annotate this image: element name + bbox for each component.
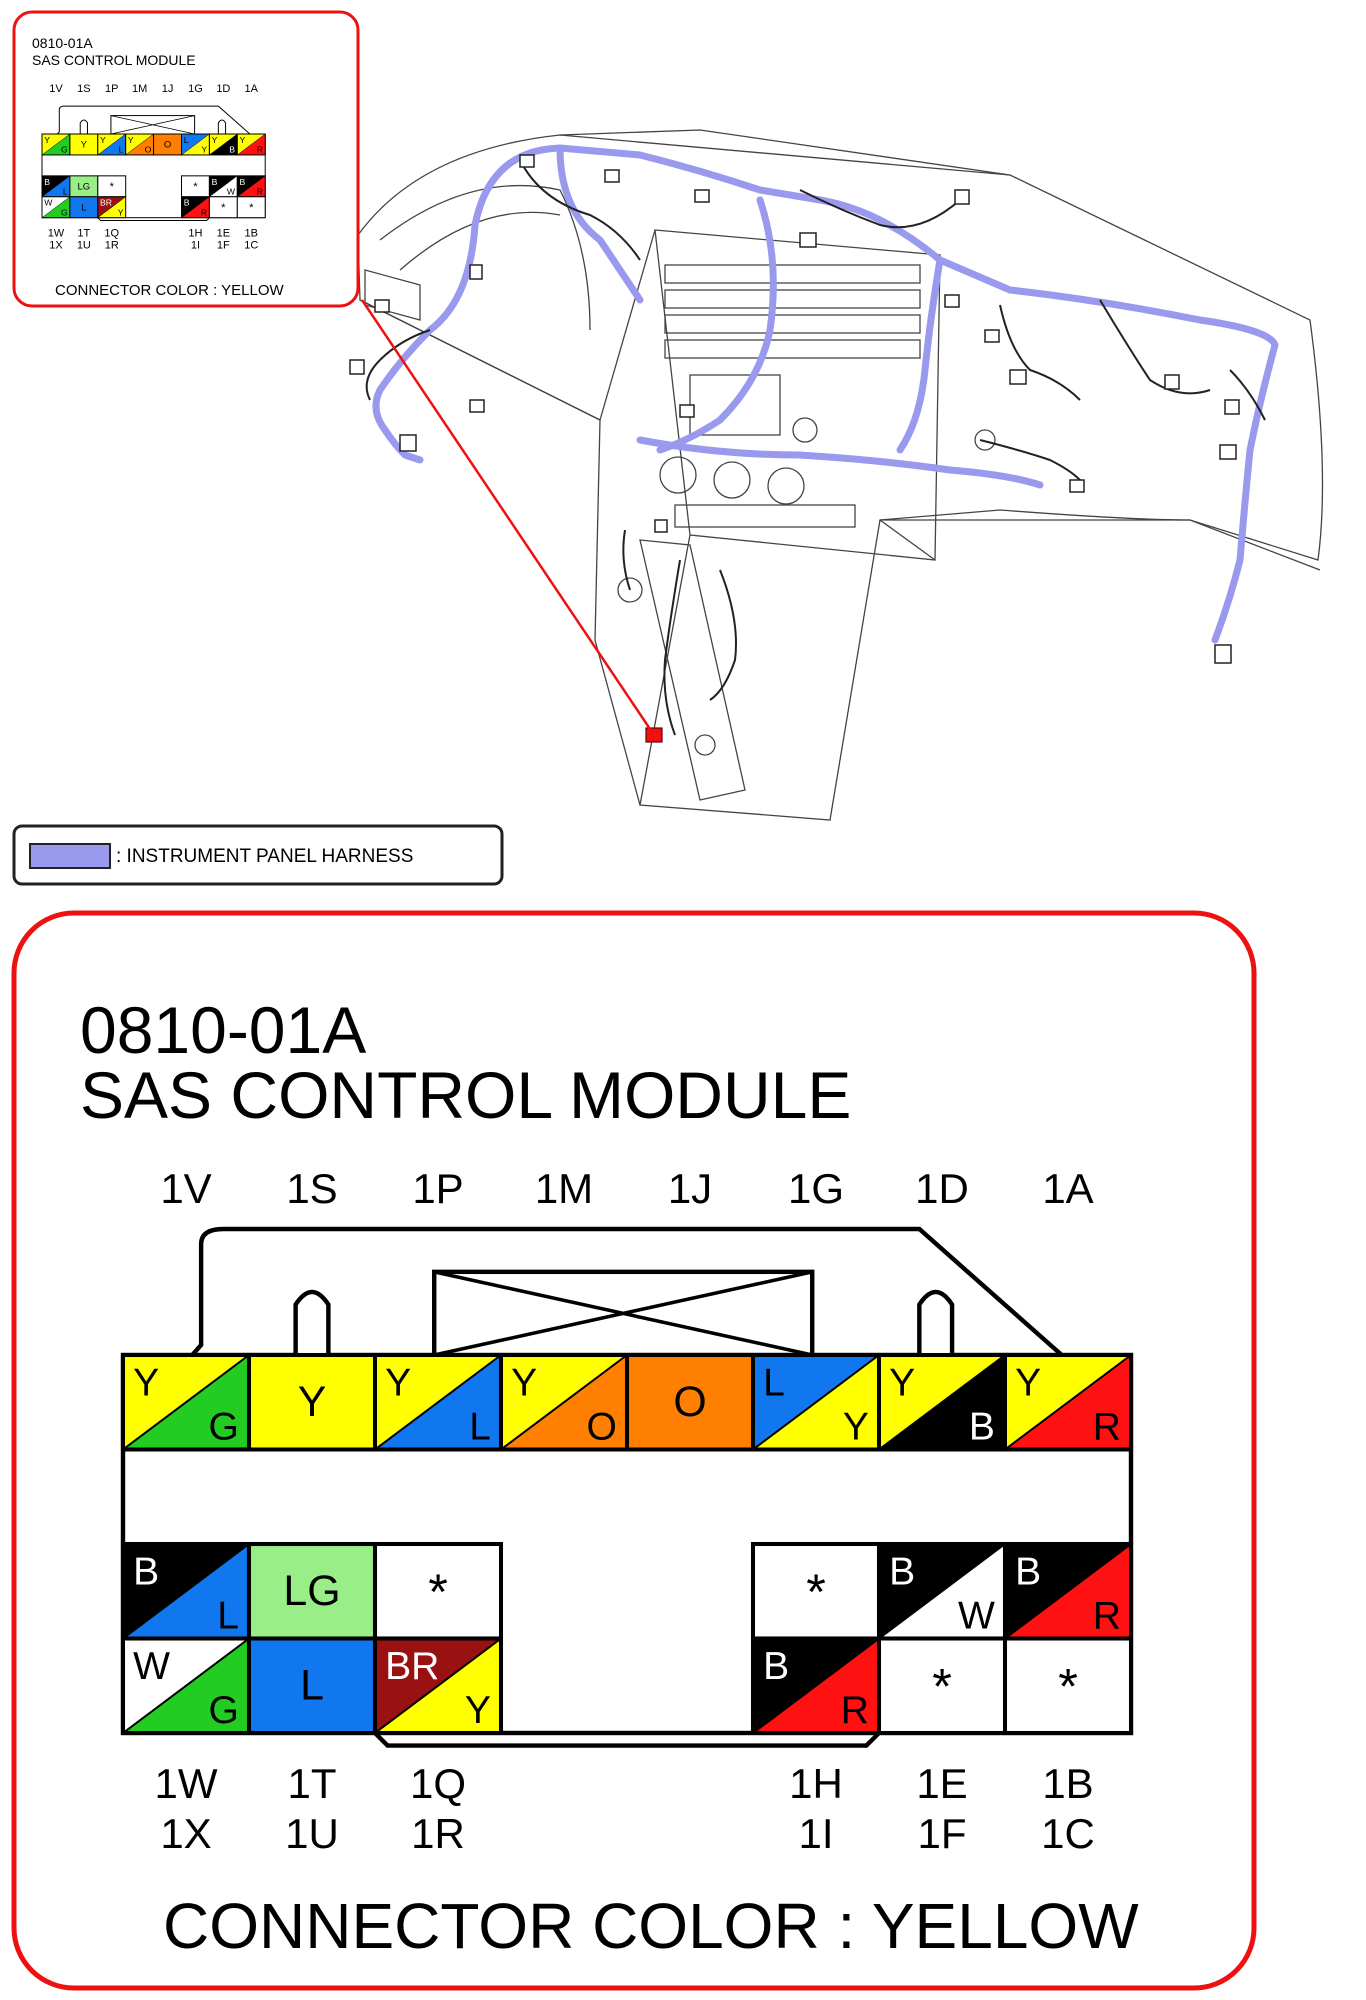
small-guide-pin-1	[80, 120, 87, 134]
connector-7	[1010, 370, 1026, 384]
harness-connectors	[350, 155, 1239, 663]
connector-6	[985, 330, 999, 342]
small-pin-left-r2-c2-color-code: L	[81, 202, 87, 214]
connector-4	[800, 233, 816, 247]
large-pin-right-r2-c2	[879, 1639, 1005, 1734]
small-pin-left-r2-c1-stripe-code: G	[60, 207, 68, 218]
large-pin-left-r2-c3	[375, 1639, 501, 1734]
large-pin-label-1f: 1F	[917, 1810, 967, 1857]
wire-7	[710, 570, 736, 700]
legend-swatch	[30, 844, 110, 868]
small-pin-left-r2-c1-primary-code: W	[44, 197, 53, 208]
small-pin-left-r1-c2-color-code: LG	[77, 181, 91, 193]
small-pin-left-r2-c2	[70, 197, 98, 218]
large-pin-top-8-stripe-code: R	[1092, 1405, 1121, 1449]
instrument-panel-harness	[376, 148, 1275, 640]
large-pin-top-2-color-code: Y	[297, 1378, 327, 1427]
small-name: SAS CONTROL MODULE	[32, 52, 196, 68]
small-pin-label-1x: 1X	[49, 239, 63, 252]
connector-5	[955, 190, 969, 204]
glovebox-line	[880, 520, 1320, 570]
center-stack-front	[600, 230, 935, 805]
small-pin-label-1h: 1H	[188, 227, 203, 240]
small-pin-label-1b: 1B	[244, 227, 258, 240]
small-pin-right-r1-c3-stripe-code: R	[256, 186, 263, 197]
large-pin-top-1-stripe-code: G	[208, 1405, 239, 1449]
small-pin-right-r1-c3-primary-code: B	[239, 176, 246, 187]
hvac-knob-2	[714, 462, 750, 498]
small-pin-top-6-primary-code: L	[183, 134, 189, 145]
large-pin-left-r1-c1-primary-code: B	[133, 1550, 160, 1594]
small-pin-top-7-stripe-code: B	[229, 144, 236, 155]
small-pin-label-1t: 1T	[77, 227, 91, 240]
small-pin-right-r1-c1	[182, 176, 210, 197]
large-pin-top-6-stripe-code: Y	[842, 1405, 869, 1449]
small-pin-top-8-stripe-code: R	[256, 144, 263, 155]
connector-19	[945, 295, 959, 307]
small-pin-left-r2-c3	[98, 197, 126, 218]
clip-c	[975, 430, 995, 450]
large-pin-top-3-primary-code: Y	[385, 1361, 412, 1405]
small-pin-top-7	[209, 134, 237, 155]
large-pin-label-1m: 1M	[534, 1165, 594, 1212]
small-pin-label-1w: 1W	[47, 227, 65, 240]
small-pin-left-r1-c1	[42, 176, 70, 197]
large-pin-top-5	[627, 1355, 753, 1450]
gauge-hood	[380, 186, 590, 330]
large-pin-right-r1-c3	[1005, 1544, 1131, 1639]
small-pin-right-r2-c1	[182, 197, 210, 218]
small-pin-label-1q: 1Q	[104, 227, 120, 240]
large-pin-top-3	[375, 1355, 501, 1450]
vent-slot-2	[665, 290, 920, 308]
large-code: 0810-01A	[80, 993, 367, 1067]
small-code: 0810-01A	[32, 35, 93, 51]
large-pin-left-r2-c1-primary-code: W	[133, 1644, 170, 1688]
large-pin-left-r1-c1	[123, 1544, 249, 1639]
large-pin-right-r1-c2-primary-code: B	[889, 1550, 916, 1594]
large-guide-pin-2	[919, 1292, 952, 1355]
large-pin-left-r2-c2	[249, 1639, 375, 1734]
large-pin-label-1a: 1A	[1042, 1165, 1094, 1212]
small-pin-right-r2-c1-primary-code: B	[183, 197, 190, 208]
large-pin-left-r1-c1-stripe-code: L	[217, 1594, 239, 1638]
large-pin-label-1r: 1R	[411, 1810, 465, 1857]
large-pin-top-8	[1005, 1355, 1131, 1450]
sas-connector-location	[646, 728, 662, 742]
large-pin-top-2	[249, 1355, 375, 1450]
large-pin-top-6-primary-code: L	[763, 1361, 785, 1405]
small-pin-top-4-primary-code: Y	[127, 134, 134, 145]
small-pin-label-1u: 1U	[76, 239, 91, 252]
connector-8	[1165, 375, 1179, 389]
small-pin-left-r2-c1	[42, 197, 70, 218]
large-pin-top-7-primary-code: Y	[889, 1361, 916, 1405]
large-connector-view	[14, 913, 1254, 1988]
large-pin-right-r1-c3-stripe-code: R	[1092, 1594, 1121, 1638]
small-pin-label-1c: 1C	[244, 239, 259, 252]
large-pin-right-r2-c3-empty-mark: *	[1058, 1657, 1078, 1715]
hvac-knob-4	[793, 418, 817, 442]
console-knob	[695, 735, 715, 755]
small-pin-right-r1-c2	[209, 176, 237, 197]
large-pin-right-r1-c1-empty-mark: *	[806, 1562, 826, 1620]
instrument-panel-illustration	[358, 130, 1323, 820]
small-pin-top-5	[154, 134, 182, 155]
large-pin-left-r1-c3-empty-mark: *	[428, 1562, 448, 1620]
large-pin-top-4-stripe-code: O	[586, 1405, 617, 1449]
large-pin-top-6	[753, 1355, 879, 1450]
harness-center-branch	[560, 148, 640, 300]
vent-slot-1	[665, 265, 920, 283]
small-pin-label-1f: 1F	[216, 239, 230, 252]
small-pin-left-r1-c2	[70, 176, 98, 197]
small-pin-top-3-stripe-code: L	[118, 144, 124, 155]
large-pin-right-r2-c2-empty-mark: *	[932, 1657, 952, 1715]
large-pin-top-7-stripe-code: B	[968, 1405, 995, 1449]
small-pin-top-6	[182, 134, 210, 155]
small-pin-label-1e: 1E	[216, 227, 231, 240]
small-pin-left-r1-c1-stripe-code: L	[62, 186, 68, 197]
large-pin-left-r1-c2-color-code: LG	[283, 1567, 341, 1616]
connector-15	[350, 360, 364, 374]
connector-9	[1225, 400, 1239, 414]
large-pin-left-r1-c3	[375, 1544, 501, 1639]
large-pin-label-1b: 1B	[1042, 1760, 1094, 1807]
dashboard-outline	[358, 135, 1323, 820]
large-pin-right-r1-c3-primary-code: B	[1015, 1550, 1042, 1594]
large-pin-label-1h: 1H	[789, 1760, 843, 1807]
large-pin-right-r2-c3	[1005, 1639, 1131, 1734]
small-pin-right-r2-c2-empty-mark: *	[221, 202, 226, 215]
small-pin-top-8	[237, 134, 265, 155]
large-pin-label-1j: 1J	[667, 1165, 713, 1212]
connector-13	[470, 265, 482, 279]
connector-10	[1220, 445, 1236, 459]
large-pin-left-r2-c3-primary-code: BR	[385, 1644, 440, 1688]
small-pin-label-1r: 1R	[104, 239, 119, 252]
leader-line	[362, 300, 652, 732]
large-pin-right-r1-c2	[879, 1544, 1005, 1639]
large-pin-top-3-stripe-code: L	[469, 1405, 491, 1449]
connector-2	[605, 170, 619, 182]
small-pin-right-r1-c1-empty-mark: *	[193, 181, 198, 194]
legend	[14, 826, 502, 884]
vent-slot-3	[665, 315, 920, 333]
connector-3	[695, 190, 709, 202]
large-pin-top-8-primary-code: Y	[1015, 1361, 1042, 1405]
large-pin-top-5-color-code: O	[673, 1378, 707, 1427]
small-pin-label-1j: 1J	[161, 83, 174, 95]
large-pin-label-1g: 1G	[787, 1165, 845, 1212]
small-pin-left-r1-c3-empty-mark: *	[109, 181, 114, 194]
small-pin-top-1-stripe-code: G	[60, 144, 68, 155]
large-pin-top-7	[879, 1355, 1005, 1450]
small-pin-top-6-stripe-code: Y	[201, 144, 208, 155]
small-pin-left-r2-c3-primary-code: BR	[100, 197, 113, 208]
center-stack	[655, 230, 940, 560]
large-pin-top-4	[501, 1355, 627, 1450]
vent-slot-4	[665, 340, 920, 358]
large-pin-label-1c: 1C	[1041, 1810, 1095, 1857]
large-pin-label-1d: 1D	[915, 1165, 969, 1212]
hvac-knob-3	[768, 468, 804, 504]
connector-12	[1070, 480, 1084, 492]
small-pin-top-3	[98, 134, 126, 155]
large-pin-left-r1-c2	[249, 1544, 375, 1639]
small-pin-right-r2-c2	[209, 197, 237, 218]
large-pin-top-1-primary-code: Y	[133, 1361, 160, 1405]
connector-14	[375, 300, 389, 312]
small-pin-top-4-stripe-code: O	[144, 144, 152, 155]
small-pin-label-1p: 1P	[105, 83, 119, 95]
large-pin-top-4-primary-code: Y	[511, 1361, 538, 1405]
small-pin-right-r1-c2-primary-code: B	[211, 176, 218, 187]
large-pin-left-r2-c1	[123, 1639, 249, 1734]
wire-4	[1000, 305, 1080, 400]
large-pin-label-1i: 1I	[798, 1810, 834, 1857]
large-pin-left-r2-c1-stripe-code: G	[208, 1688, 239, 1732]
steering-column	[365, 270, 420, 320]
small-pin-label-1g: 1G	[188, 83, 203, 95]
large-pin-label-1q: 1Q	[409, 1760, 467, 1807]
large-pin-right-r1-c1	[753, 1544, 879, 1639]
large-pin-right-r2-c1-primary-code: B	[763, 1644, 790, 1688]
small-pin-left-r2-c3-stripe-code: Y	[117, 207, 124, 218]
small-pin-right-r1-c2-stripe-code: W	[226, 186, 236, 197]
small-pin-top-3-primary-code: Y	[100, 134, 106, 145]
small-pin-label-1v: 1V	[49, 83, 63, 95]
large-guide-pin-1	[296, 1292, 329, 1355]
large-pin-label-1w: 1W	[154, 1760, 218, 1807]
wire-6	[664, 560, 680, 735]
small-pin-top-1	[42, 134, 70, 155]
small-pin-top-2	[70, 134, 98, 155]
large-pin-right-r2-c1-stripe-code: R	[840, 1688, 869, 1732]
console-outline	[640, 540, 745, 800]
small-connector-color: CONNECTOR COLOR : YELLOW	[55, 282, 284, 299]
small-pin-right-r2-c3-empty-mark: *	[249, 202, 254, 215]
small-pin-label-1a: 1A	[244, 83, 258, 95]
connector-20	[655, 520, 667, 532]
wire-9	[623, 530, 630, 590]
connector-18	[680, 405, 694, 417]
large-pin-top-1	[123, 1355, 249, 1450]
large-pin-label-1t: 1T	[287, 1760, 337, 1807]
small-connector-view	[14, 12, 358, 306]
connector-16	[400, 435, 416, 451]
legend-label: : INSTRUMENT PANEL HARNESS	[116, 846, 414, 867]
small-pin-top-2-color-code: Y	[80, 139, 88, 151]
large-pin-left-r2-c3-stripe-code: Y	[464, 1688, 491, 1732]
small-pin-label-1d: 1D	[216, 83, 231, 95]
small-pin-top-7-primary-code: Y	[211, 134, 218, 145]
large-pin-right-r1-c2-stripe-code: W	[958, 1594, 995, 1638]
hvac-knob-1	[660, 457, 696, 493]
small-pin-top-4	[126, 134, 154, 155]
large-pin-label-1e: 1E	[916, 1760, 968, 1807]
large-pin-label-1p: 1P	[412, 1165, 464, 1212]
small-pin-top-1-primary-code: Y	[44, 134, 50, 145]
small-pin-top-5-color-code: O	[163, 139, 172, 151]
small-pin-label-1s: 1S	[77, 83, 91, 95]
small-pin-right-r1-c3	[237, 176, 265, 197]
small-pin-right-r2-c1-stripe-code: R	[200, 207, 208, 218]
harness-left-branch	[376, 225, 475, 430]
large-pin-right-r2-c1	[753, 1639, 879, 1734]
gauge-hood-inner	[400, 212, 560, 270]
large-pin-label-1s: 1S	[286, 1165, 338, 1212]
large-connector-color: CONNECTOR COLOR : YELLOW	[163, 1890, 1139, 1962]
large-pin-left-r2-c2-color-code: L	[300, 1661, 324, 1710]
connector-17	[470, 400, 484, 412]
small-pin-label-1i: 1I	[190, 239, 201, 252]
connector-11	[1215, 645, 1231, 663]
small-pin-left-r1-c3	[98, 176, 126, 197]
large-name: SAS CONTROL MODULE	[80, 1058, 852, 1132]
connector-1	[520, 155, 534, 167]
small-pin-left-r1-c1-primary-code: B	[44, 176, 50, 187]
large-pin-label-1v: 1V	[160, 1165, 212, 1212]
harness-main-trunk	[475, 148, 1275, 640]
small-pin-label-1m: 1M	[132, 83, 148, 95]
small-pin-right-r2-c3	[237, 197, 265, 218]
small-pin-top-8-primary-code: Y	[239, 134, 246, 145]
small-guide-pin-2	[218, 120, 225, 134]
large-pin-label-1u: 1U	[285, 1810, 339, 1857]
harness-console-branch	[660, 200, 773, 450]
harness-lower-branch	[640, 440, 1040, 485]
hvac-panel	[675, 505, 855, 527]
large-pin-label-1x: 1X	[160, 1810, 212, 1857]
